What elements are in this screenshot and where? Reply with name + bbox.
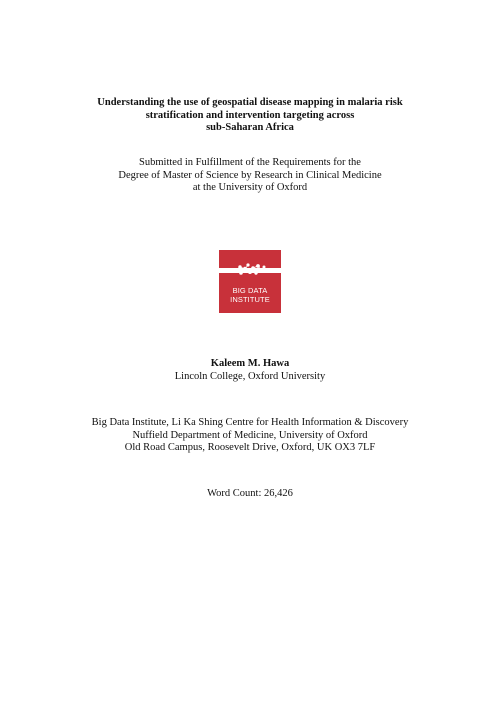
logo-text-line: INSTITUTE	[230, 294, 270, 304]
submission-line: Submitted in Fulfillment of the Requirements for the	[139, 157, 361, 168]
submission-line: at the University of Oxford	[192, 182, 308, 193]
big-data-institute-logo	[219, 250, 281, 313]
address-line: Big Data Institute, Li Ka Shing Centre for Health Information & Discovery	[91, 417, 409, 428]
thesis-title	[40, 97, 460, 135]
submission-statement	[40, 157, 460, 195]
address-line: Nuffield Department of Medicine, University of Oxford	[132, 429, 368, 441]
dna-network-icon	[233, 262, 267, 278]
thesis-title-line: Understanding the use of geospatial disease mapping in malaria risk	[97, 97, 403, 108]
logo-text	[219, 287, 281, 304]
logo-text-line: BIG DATA	[232, 286, 268, 295]
author-college: Lincoln College, Oxford University	[174, 370, 326, 382]
author-block	[40, 358, 460, 383]
author-name: Kaleem M. Hawa	[210, 358, 290, 369]
word-count: Word Count: 26,426	[207, 488, 293, 499]
thesis-title-line: sub-Saharan Africa	[206, 122, 294, 133]
thesis-title-line: stratification and intervention targeting across	[145, 109, 355, 121]
address-line: Old Road Campus, Roosevelt Drive, Oxford, UK OX3 7LF	[124, 442, 376, 453]
submission-line: Degree of Master of Science by Research in Clinical Medicine	[118, 169, 382, 181]
institution-address	[20, 417, 480, 455]
